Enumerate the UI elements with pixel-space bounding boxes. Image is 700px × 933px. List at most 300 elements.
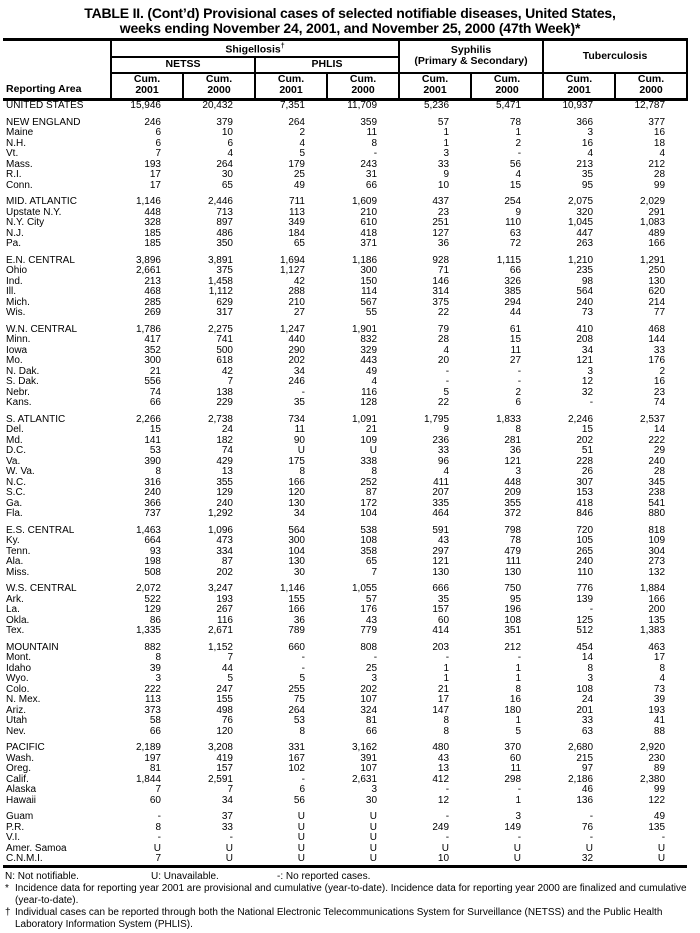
value-cell: 660 <box>288 641 305 653</box>
value-cell: 44 <box>221 662 233 674</box>
reporting-area-cell: N. Dak. <box>6 365 40 377</box>
value-cell: 328 <box>144 217 161 228</box>
value-cell: 49 <box>365 365 378 377</box>
value-cell: 4 <box>443 344 450 356</box>
reporting-area-cell: E.S. CENTRAL <box>6 524 75 536</box>
value-cell: - <box>445 365 450 377</box>
value-cell: 121 <box>576 355 594 366</box>
value-cell: 1,091 <box>352 413 378 425</box>
table-row <box>3 149 687 160</box>
value-cell: 664 <box>144 535 161 546</box>
value-cell: 196 <box>504 604 522 615</box>
value-cell: 88 <box>653 725 666 737</box>
footnote-asterisk-text: Incidence data for reporting year 2001 are provisional and cumulative (year-to-date). Incidence data for reporting year 2000 are finalized and cumulative (year-to-date). <box>15 883 687 906</box>
value-cell: 370 <box>504 742 522 753</box>
value-cell: U <box>369 832 378 843</box>
value-cell: 3 <box>587 673 594 684</box>
value-cell: 61 <box>509 323 522 335</box>
value-cell: 320 <box>576 206 594 218</box>
value-cell: 464 <box>432 508 450 519</box>
reporting-area-cell: Ark. <box>6 593 24 605</box>
value-cell: 73 <box>653 683 666 695</box>
value-cell: 63 <box>509 227 522 239</box>
value-cell: 443 <box>360 355 378 366</box>
value-cell: - <box>445 811 450 822</box>
value-cell: 89 <box>653 763 666 774</box>
value-cell: 210 <box>360 206 378 218</box>
value-cell: 104 <box>360 508 378 519</box>
value-cell: 81 <box>365 715 378 726</box>
value-cell: - <box>589 397 594 408</box>
value-cell: - <box>445 652 450 663</box>
value-cell: 113 <box>289 206 305 218</box>
value-cell: 1,383 <box>640 625 666 636</box>
value-cell: 185 <box>144 227 161 239</box>
value-cell: 468 <box>144 286 161 297</box>
value-cell: 130 <box>288 497 305 509</box>
value-cell: 610 <box>360 217 378 228</box>
value-cell: 75 <box>293 694 305 705</box>
value-cell: U <box>657 853 666 864</box>
value-cell: 46 <box>581 784 594 795</box>
value-cell: 352 <box>144 344 161 356</box>
value-cell: 2,631 <box>352 773 378 785</box>
value-cell: 1 <box>515 127 522 138</box>
value-cell: 44 <box>509 307 522 318</box>
value-cell: - <box>589 811 594 822</box>
reporting-area-cell: Pa. <box>6 238 22 249</box>
value-cell: 897 <box>216 217 233 228</box>
value-cell: 129 <box>216 487 233 498</box>
value-cell: 5,471 <box>496 100 522 111</box>
value-cell: 3,896 <box>135 254 161 266</box>
table-row <box>3 319 687 336</box>
value-cell: 1,112 <box>208 286 233 297</box>
reporting-area-cell: V.I. <box>6 832 21 843</box>
table-row <box>3 727 687 738</box>
value-cell: 153 <box>576 487 594 498</box>
value-cell: 66 <box>149 397 161 408</box>
value-cell: 2,186 <box>568 773 594 785</box>
value-cell: 43 <box>437 752 450 764</box>
value-cell: 3,247 <box>207 583 233 594</box>
value-cell: 447 <box>576 227 594 239</box>
value-cell: 2 <box>515 137 522 149</box>
value-cell: 556 <box>144 376 161 387</box>
value-cell: 375 <box>432 296 450 308</box>
value-cell: 26 <box>581 466 594 477</box>
value-cell: 155 <box>216 694 233 705</box>
value-cell: 60 <box>437 614 450 626</box>
value-cell: 185 <box>144 238 161 249</box>
value-cell: 314 <box>432 286 450 297</box>
value-cell: 564 <box>576 286 594 297</box>
value-cell: 28 <box>653 466 666 477</box>
value-cell: 240 <box>576 556 594 567</box>
table-title-line1: TABLE II. (Cont’d) Provisional cases of selected notifiable diseases, United States, <box>84 5 616 21</box>
table-row <box>3 653 687 664</box>
value-cell: 291 <box>648 206 666 218</box>
value-cell: 157 <box>216 763 233 774</box>
value-cell: 263 <box>576 238 594 249</box>
value-cell: 247 <box>216 683 233 695</box>
value-cell: 246 <box>144 116 161 128</box>
value-cell: 6 <box>299 784 305 795</box>
value-cell: 486 <box>216 227 233 239</box>
value-cell: 37 <box>221 811 233 822</box>
value-cell: 22 <box>437 397 450 408</box>
value-cell: 222 <box>144 683 161 695</box>
table-row <box>3 388 687 399</box>
reporting-area-cell: Okla. <box>6 614 30 626</box>
value-cell: 208 <box>576 334 594 345</box>
value-cell: 240 <box>648 455 666 467</box>
value-cell: 33 <box>581 715 594 726</box>
value-cell: 222 <box>648 434 666 446</box>
value-cell: - <box>301 386 305 398</box>
value-cell: 12,787 <box>634 100 666 111</box>
value-cell: 116 <box>217 614 233 626</box>
reporting-area-cell: W. Va. <box>6 466 35 477</box>
table-row <box>3 218 687 229</box>
value-cell: 74 <box>149 386 161 398</box>
value-cell: 498 <box>216 704 233 716</box>
table-row <box>3 626 687 637</box>
table-row <box>3 181 687 192</box>
value-cell: 14 <box>653 424 666 435</box>
value-cell: 176 <box>648 355 666 366</box>
value-cell: U <box>369 853 378 864</box>
value-cell: 2 <box>659 365 666 377</box>
value-cell: 36 <box>437 238 450 249</box>
value-cell: 254 <box>504 196 522 207</box>
reporting-area-cell: Ill. <box>6 286 16 297</box>
value-cell: 273 <box>648 556 666 567</box>
value-cell: 105 <box>576 535 594 546</box>
value-cell: 53 <box>293 715 305 726</box>
table-row <box>3 356 687 367</box>
value-cell: U <box>369 842 378 854</box>
reporting-area-cell: MOUNTAIN <box>6 641 59 653</box>
value-cell: 34 <box>221 794 233 806</box>
value-cell: U <box>441 842 450 854</box>
value-cell: 86 <box>149 614 161 626</box>
value-cell: 135 <box>648 614 666 626</box>
value-cell: 23 <box>653 386 666 398</box>
phlis-subheader: PHLIS <box>255 57 399 73</box>
value-cell: 385 <box>504 286 522 297</box>
value-cell: - <box>517 376 522 387</box>
value-cell: 166 <box>648 593 666 605</box>
value-cell: 35 <box>437 593 450 605</box>
value-cell: 779 <box>360 625 378 636</box>
value-cell: 136 <box>576 794 594 806</box>
shigellosis-dagger: † <box>280 43 285 50</box>
value-cell: 5 <box>227 673 233 684</box>
value-cell: 741 <box>216 334 233 345</box>
value-cell: 150 <box>360 275 378 287</box>
value-cell: 16 <box>581 137 594 149</box>
value-cell: U <box>369 445 378 456</box>
value-cell: 33 <box>437 158 450 170</box>
value-cell: 28 <box>653 169 666 180</box>
table-row <box>3 139 687 150</box>
value-cell: 63 <box>581 725 594 737</box>
value-cell: 567 <box>360 296 378 308</box>
value-cell: 300 <box>360 265 378 276</box>
value-cell: 121 <box>504 455 522 467</box>
value-cell: 1,291 <box>640 254 666 266</box>
value-cell: 5 <box>515 725 522 737</box>
value-cell: 66 <box>365 179 378 191</box>
reporting-area-cell: Fla. <box>6 508 23 519</box>
legend-row <box>5 871 699 883</box>
table-row <box>3 695 687 706</box>
table-row <box>3 674 687 685</box>
value-cell: 294 <box>504 296 522 308</box>
table-row <box>3 568 687 579</box>
value-cell: U <box>297 445 305 456</box>
value-cell: 9 <box>515 206 522 218</box>
value-cell: 4 <box>515 169 522 180</box>
value-cell: 10 <box>437 853 450 864</box>
value-cell: 166 <box>288 476 305 488</box>
value-cell: U <box>225 842 233 854</box>
value-cell: 2,661 <box>135 265 161 276</box>
value-cell: 200 <box>648 604 666 615</box>
value-cell: 21 <box>437 683 450 695</box>
value-cell: 251 <box>432 217 450 228</box>
value-cell: - <box>301 773 305 785</box>
table-row <box>3 239 687 250</box>
value-cell: 8 <box>443 725 450 737</box>
value-cell: - <box>229 832 233 843</box>
value-cell: 87 <box>221 556 233 567</box>
value-cell: 3 <box>587 127 594 138</box>
value-cell: 713 <box>216 206 233 218</box>
value-cell: U <box>297 821 305 833</box>
table-row <box>3 716 687 727</box>
reporting-area-cell: Ala. <box>6 556 24 567</box>
value-cell: 2,680 <box>568 742 594 753</box>
value-cell: 55 <box>365 307 378 318</box>
value-cell: 28 <box>437 334 450 345</box>
value-cell: - <box>157 832 161 843</box>
value-cell: 12 <box>437 794 450 806</box>
value-cell: 90 <box>293 434 305 446</box>
table-row <box>3 854 687 866</box>
reporting-area-cell: Del. <box>6 424 24 435</box>
value-cell: 17 <box>149 169 161 180</box>
value-cell: 157 <box>432 604 450 615</box>
value-cell: 212 <box>504 641 522 653</box>
value-cell: 3,891 <box>207 254 233 266</box>
table-row <box>3 833 687 844</box>
table-title-line2: weeks ending November 24, 2001, and November 25, 2000 (47th Week)* <box>119 20 581 36</box>
value-cell: 79 <box>437 323 450 335</box>
value-cell: 13 <box>437 763 450 774</box>
col-header-netss-2001: Cum. 2001 <box>111 73 183 100</box>
value-cell: 8 <box>371 137 378 149</box>
value-cell: 167 <box>288 752 305 764</box>
value-cell: 3,162 <box>352 742 378 753</box>
value-cell: 3 <box>155 673 161 684</box>
value-cell: 880 <box>648 508 666 519</box>
col-header-tuberculosis-2001: Cum. 2001 <box>543 73 615 100</box>
value-cell: 130 <box>432 566 450 578</box>
value-cell: 2 <box>515 386 522 398</box>
value-cell: U <box>657 842 666 854</box>
value-cell: 116 <box>361 386 378 398</box>
value-cell: 109 <box>648 535 666 546</box>
value-cell: 429 <box>216 455 233 467</box>
netss-subheader: NETSS <box>111 57 255 73</box>
value-cell: 2,738 <box>207 413 233 425</box>
table-row <box>3 595 687 606</box>
value-cell: 326 <box>504 275 522 287</box>
value-cell: 7,351 <box>279 100 305 111</box>
reporting-area-cell: Mont. <box>6 652 32 663</box>
table-row <box>3 128 687 139</box>
value-cell: 345 <box>648 476 666 488</box>
footnote-dagger-symbol: † <box>5 907 11 918</box>
value-cell: 111 <box>505 556 522 567</box>
value-cell: 11 <box>294 424 305 435</box>
table-row <box>3 191 687 208</box>
reporting-area-cell: Wash. <box>6 752 34 764</box>
value-cell: 122 <box>648 794 666 806</box>
reporting-area-cell: Ind. <box>6 275 23 287</box>
value-cell: 776 <box>576 583 594 594</box>
value-cell: 468 <box>648 323 666 335</box>
value-cell: 355 <box>216 476 233 488</box>
value-cell: U <box>297 811 305 822</box>
value-cell: 2,075 <box>568 196 594 207</box>
value-cell: 1 <box>515 794 522 806</box>
value-cell: 7 <box>155 853 161 864</box>
value-cell: 240 <box>144 487 161 498</box>
reporting-area-cell: Miss. <box>6 566 30 578</box>
table-row <box>3 578 687 595</box>
table-row <box>3 467 687 478</box>
value-cell: - <box>157 811 161 822</box>
value-cell: 210 <box>288 296 305 308</box>
reporting-area-cell: Ariz. <box>6 704 26 716</box>
value-cell: 3,208 <box>207 742 233 753</box>
value-cell: 5,236 <box>424 100 450 111</box>
value-cell: 6 <box>155 127 161 138</box>
table-row <box>3 287 687 298</box>
reporting-area-cell: P.R. <box>6 821 25 833</box>
value-cell: 32 <box>581 853 594 864</box>
value-cell: 2,266 <box>135 413 161 425</box>
table-row <box>3 266 687 277</box>
value-cell: 1 <box>443 662 450 674</box>
value-cell: - <box>517 832 522 843</box>
value-cell: 42 <box>221 365 233 377</box>
reporting-area-cell: D.C. <box>6 445 26 456</box>
value-cell: 371 <box>360 238 378 249</box>
value-cell: 1 <box>515 715 522 726</box>
value-cell: 39 <box>149 662 161 674</box>
value-cell: 120 <box>288 487 305 498</box>
col-header-syphilis-2001: Cum. 2001 <box>399 73 471 100</box>
value-cell: 2 <box>299 127 305 138</box>
value-cell: 99 <box>653 784 666 795</box>
reporting-area-cell: Idaho <box>6 662 32 674</box>
value-cell: 214 <box>648 296 666 308</box>
syphilis-group-header <box>399 40 543 73</box>
value-cell: 8 <box>659 662 666 674</box>
table-row <box>3 557 687 568</box>
value-cell: 798 <box>504 524 522 536</box>
value-cell: 34 <box>293 508 305 519</box>
value-cell: - <box>589 832 594 843</box>
value-cell: 448 <box>504 476 522 488</box>
value-cell: 10,937 <box>562 100 594 111</box>
col-header-phlis-2000: Cum. 2000 <box>327 73 399 100</box>
value-cell: - <box>301 652 305 663</box>
value-cell: U <box>513 853 522 864</box>
value-cell: 281 <box>504 434 522 446</box>
value-cell: 166 <box>648 238 666 249</box>
value-cell: 629 <box>216 296 233 308</box>
table-row <box>3 425 687 436</box>
value-cell: 411 <box>433 476 450 488</box>
value-cell: 375 <box>216 265 233 276</box>
value-cell: 541 <box>648 497 666 509</box>
value-cell: 182 <box>216 434 233 446</box>
value-cell: 15 <box>149 424 161 435</box>
value-cell: 16 <box>653 127 666 138</box>
value-cell: 1,055 <box>352 583 378 594</box>
value-cell: 11 <box>366 127 378 138</box>
value-cell: 297 <box>432 545 450 557</box>
value-cell: 1,186 <box>352 254 378 266</box>
value-cell: 334 <box>216 545 233 557</box>
value-cell: - <box>373 148 378 159</box>
legend-unavailable: U: Unavailable. <box>151 870 219 882</box>
reporting-area-cell: Oreg. <box>6 763 32 774</box>
reporting-area-cell: N.Y. City <box>6 217 45 228</box>
value-cell: 711 <box>289 196 305 207</box>
value-cell: 2,189 <box>135 742 161 753</box>
value-cell: 74 <box>653 397 666 408</box>
value-cell: 96 <box>437 455 450 467</box>
value-cell: 1,045 <box>568 217 594 228</box>
value-cell: 97 <box>581 763 594 774</box>
value-cell: U <box>153 842 161 854</box>
value-cell: 212 <box>648 158 666 170</box>
value-cell: 39 <box>653 694 666 705</box>
value-cell: 7 <box>227 652 233 663</box>
table-row <box>3 250 687 267</box>
value-cell: 1,247 <box>279 323 305 335</box>
value-cell: 818 <box>648 524 666 536</box>
value-cell: 144 <box>648 334 666 345</box>
value-cell: 18 <box>653 137 666 149</box>
value-cell: 240 <box>576 296 594 308</box>
value-cell: 201 <box>576 704 594 716</box>
value-cell: 87 <box>365 487 378 498</box>
value-cell: 15 <box>509 334 522 345</box>
value-cell: 34 <box>293 365 305 377</box>
value-cell: 65 <box>365 556 378 567</box>
table-row <box>3 520 687 537</box>
value-cell: 132 <box>648 566 666 578</box>
value-cell: U <box>369 811 378 822</box>
value-cell: 4 <box>587 148 594 159</box>
